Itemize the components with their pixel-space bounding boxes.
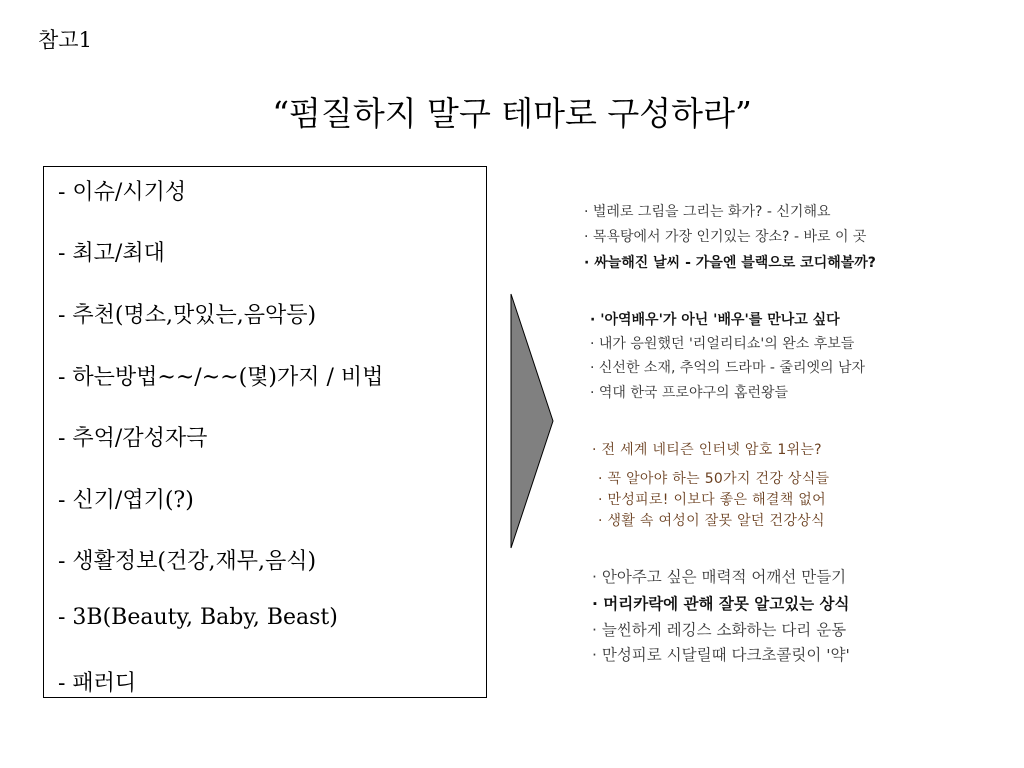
example-line: · 목욕탕에서 가장 인기있는 장소? - 바로 이 곳 bbox=[584, 229, 867, 245]
reference-label: 참고1 bbox=[38, 28, 92, 52]
example-line: · 싸늘해진 날씨 - 가을엔 블랙으로 코디해볼까? bbox=[584, 255, 876, 271]
example-line: · 역대 한국 프로야구의 홈런왕들 bbox=[590, 385, 789, 401]
topic-item: - 이슈/시기성 bbox=[58, 180, 187, 205]
topic-item: - 최고/최대 bbox=[58, 241, 165, 266]
topic-item: - 추억/감성자극 bbox=[58, 426, 208, 451]
example-line: · 꼭 알아야 하는 50가지 건강 상식들 bbox=[598, 471, 830, 487]
topic-item: - 생활정보(건강,재무,음식) bbox=[58, 549, 317, 574]
topic-item: - 추천(명소,맛있는,음악등) bbox=[58, 303, 317, 328]
slide-title: “펌질하지 말구 테마로 구성하라” bbox=[272, 94, 752, 133]
topic-item: - 하는방법~~/~~(몇)가지 / 비법 bbox=[58, 365, 384, 390]
topic-item: - 3B(Beauty, Baby, Beast) bbox=[58, 605, 338, 630]
example-line: · 전 세계 네티즌 인터넷 암호 1위는? bbox=[592, 442, 822, 458]
example-line: · '아역배우'가 아닌 '배우'를 만나고 싶다 bbox=[590, 312, 840, 328]
example-line: · 벌레로 그림을 그리는 화가? - 신기해요 bbox=[584, 204, 831, 220]
example-line: · 안아주고 싶은 매력적 어깨선 만들기 bbox=[592, 568, 847, 586]
example-line: · 내가 응원했던 '리얼리티쇼'의 완소 후보들 bbox=[590, 336, 855, 352]
topic-list-box bbox=[43, 166, 487, 698]
example-line: · 만성피로 시달릴때 다크초콜릿이 '약' bbox=[592, 646, 850, 664]
example-line: · 신선한 소재, 추억의 드라마 - 줄리엣의 남자 bbox=[590, 360, 866, 376]
example-line: · 머리카락에 관해 잘못 알고있는 상식 bbox=[592, 595, 850, 613]
topic-item: - 패러디 bbox=[58, 671, 137, 696]
example-line: · 늘씬하게 레깅스 소화하는 다리 운동 bbox=[592, 621, 847, 639]
arrow-icon bbox=[509, 292, 555, 550]
example-line: · 만성피로! 이보다 좋은 해결책 없어 bbox=[598, 492, 826, 508]
topic-item: - 신기/엽기(?) bbox=[58, 488, 194, 513]
example-line: · 생활 속 여성이 잘못 알던 건강상식 bbox=[598, 513, 825, 529]
